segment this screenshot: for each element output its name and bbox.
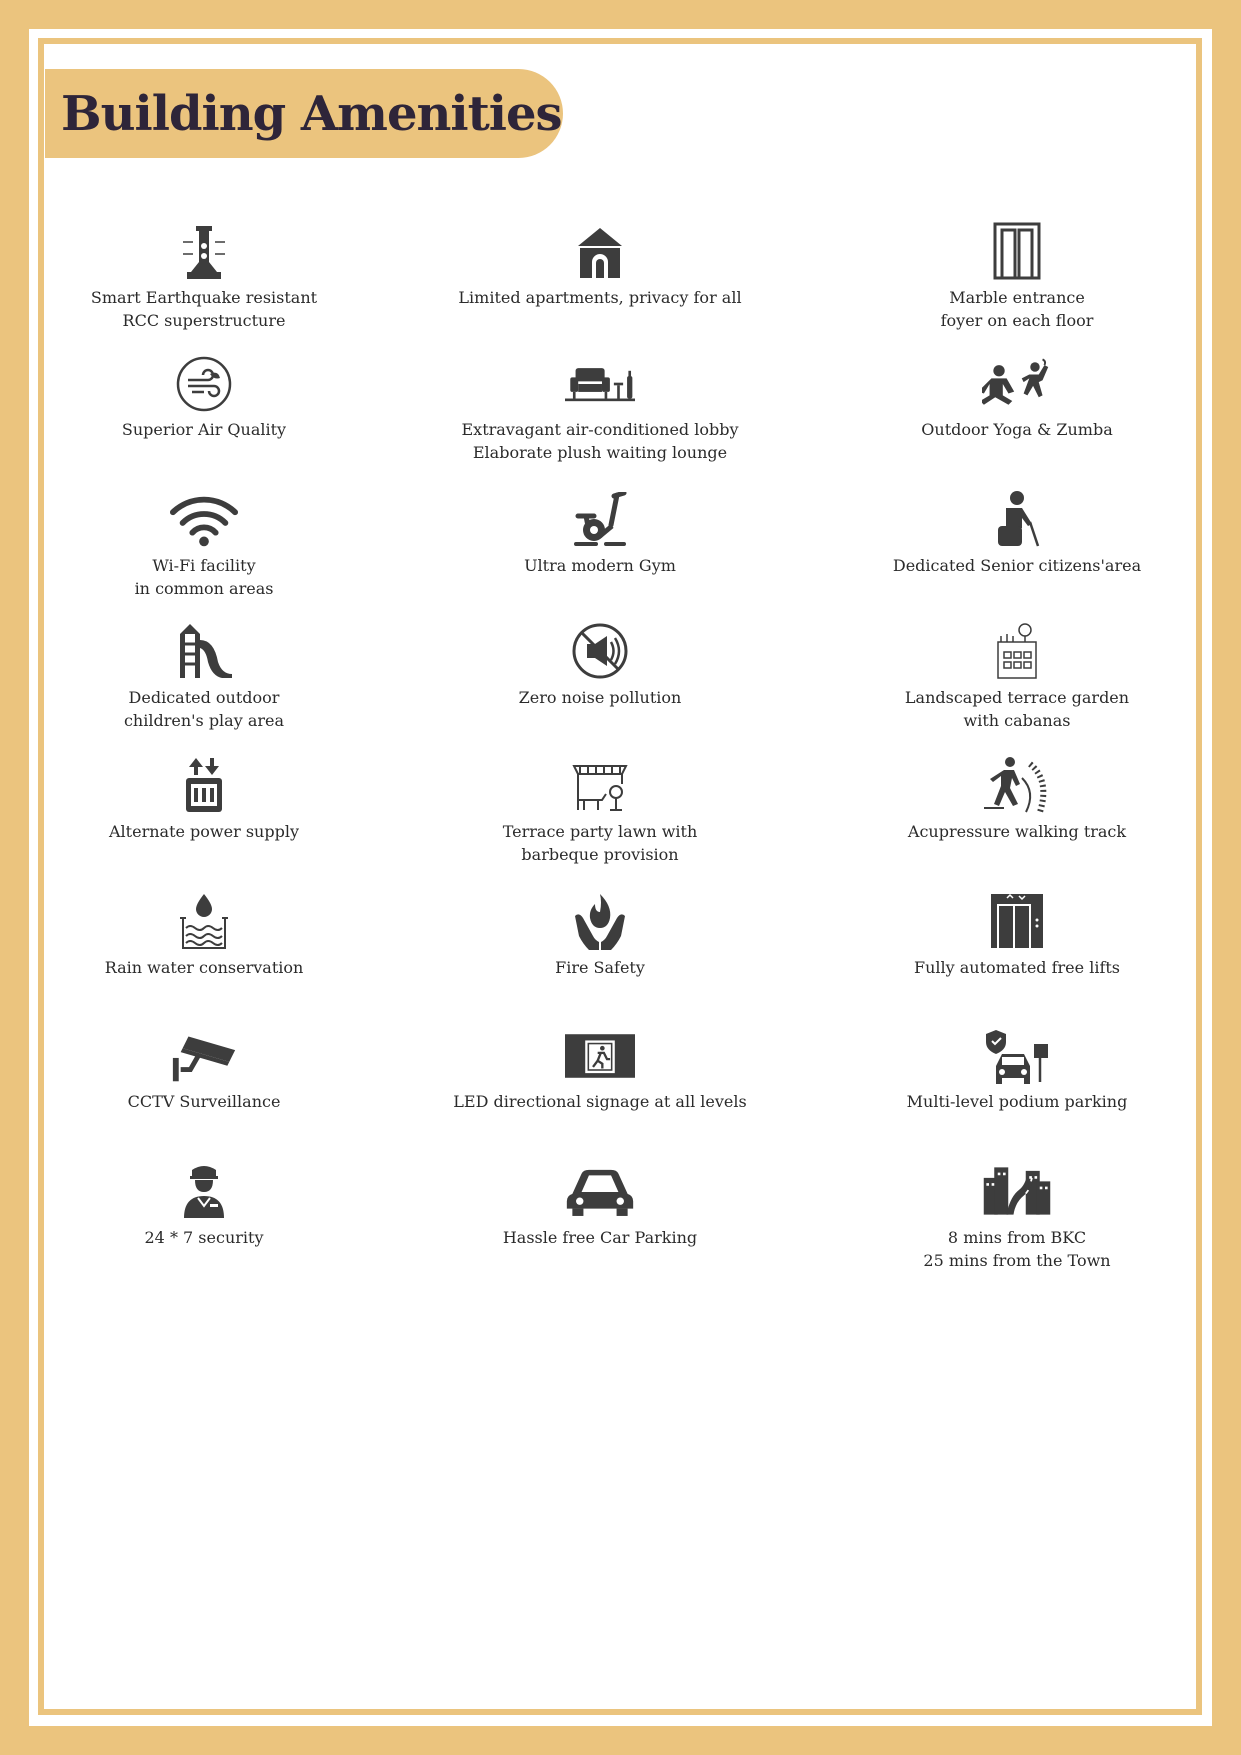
amenity-label bbox=[555, 956, 645, 979]
amenity-label-line: Fully automated free lifts bbox=[914, 958, 1120, 977]
amenity-label-line: 8 mins from BKC bbox=[947, 1228, 1087, 1247]
page bbox=[29, 29, 1212, 1726]
page-title: Building Amenities bbox=[61, 85, 562, 142]
amenity-label bbox=[105, 956, 304, 979]
amenity-item bbox=[837, 752, 1197, 843]
amenity-label bbox=[524, 554, 676, 577]
exit-sign-icon bbox=[565, 1022, 635, 1084]
amenity-label-line: Dedicated outdoor bbox=[128, 688, 280, 707]
amenity-label-line: Wi-Fi facility bbox=[152, 556, 256, 575]
amenity-label-line: Rain water conservation bbox=[104, 958, 304, 977]
amenity-item bbox=[837, 888, 1197, 979]
amenity-label bbox=[519, 686, 682, 709]
amenity-label bbox=[905, 686, 1129, 732]
air-quality-icon bbox=[169, 350, 239, 412]
amenity-label bbox=[91, 286, 317, 332]
amenity-label-line: children's play area bbox=[123, 711, 285, 730]
amenity-label-line: Smart Earthquake resistant bbox=[90, 288, 318, 307]
earthquake-structure-icon bbox=[169, 218, 239, 280]
terrace-garden-icon bbox=[982, 618, 1052, 680]
party-lawn-icon bbox=[565, 752, 635, 814]
amenity-label bbox=[109, 820, 299, 843]
amenity-label-line: Dedicated Senior citizens'area bbox=[892, 556, 1142, 575]
amenity-label-line: with cabanas bbox=[963, 711, 1071, 730]
amenity-label bbox=[128, 1090, 281, 1113]
house-icon bbox=[565, 218, 635, 280]
amenity-label bbox=[122, 418, 286, 441]
amenity-item bbox=[420, 350, 780, 464]
amenity-label-line: Outdoor Yoga & Zumba bbox=[921, 420, 1113, 439]
amenity-item bbox=[420, 486, 780, 577]
amenity-label-line: Limited apartments, privacy for all bbox=[458, 288, 742, 307]
amenity-label-line: Landscaped terrace garden bbox=[904, 688, 1130, 707]
amenity-label bbox=[923, 1226, 1110, 1272]
amenity-label-line: Ultra modern Gym bbox=[524, 556, 676, 575]
amenity-item bbox=[24, 350, 384, 441]
senior-citizen-icon bbox=[982, 486, 1052, 548]
amenity-item bbox=[420, 1022, 780, 1113]
amenity-item bbox=[420, 888, 780, 979]
amenity-label-line: Elaborate plush waiting lounge bbox=[472, 443, 728, 462]
amenity-label bbox=[503, 820, 698, 866]
amenity-label bbox=[941, 286, 1094, 332]
amenity-label bbox=[145, 1226, 264, 1249]
amenity-label-line: barbeque provision bbox=[521, 845, 679, 864]
yoga-zumba-icon bbox=[982, 350, 1052, 412]
exercise-bike-icon bbox=[565, 486, 635, 548]
power-supply-icon bbox=[169, 752, 239, 814]
amenity-item bbox=[837, 218, 1197, 332]
amenity-label bbox=[135, 554, 274, 600]
amenity-item bbox=[837, 1022, 1197, 1113]
amenity-label bbox=[908, 820, 1126, 843]
cctv-camera-icon bbox=[169, 1022, 239, 1084]
walking-track-icon bbox=[982, 752, 1052, 814]
amenity-item bbox=[420, 1158, 780, 1249]
city-road-icon bbox=[982, 1158, 1052, 1220]
amenity-label-line: Terrace party lawn with bbox=[502, 822, 698, 841]
amenity-label-line: Hassle free Car Parking bbox=[502, 1228, 698, 1247]
security-guard-icon bbox=[169, 1158, 239, 1220]
amenity-label bbox=[461, 418, 738, 464]
amenity-item bbox=[837, 1158, 1197, 1272]
amenity-item bbox=[24, 888, 384, 979]
amenity-label-line: 25 mins from the Town bbox=[923, 1251, 1111, 1270]
amenity-label bbox=[453, 1090, 746, 1113]
wifi-icon bbox=[169, 486, 239, 548]
parking-icon bbox=[982, 1022, 1052, 1084]
amenity-label-line: Marble entrance bbox=[949, 288, 1085, 307]
amenity-label-line: RCC superstructure bbox=[122, 311, 286, 330]
amenity-label-line: Acupressure walking track bbox=[907, 822, 1127, 841]
lounge-sofa-icon bbox=[565, 350, 635, 412]
amenity-label-line: Multi-level podium parking bbox=[906, 1092, 1128, 1111]
amenity-item bbox=[837, 618, 1197, 732]
amenity-item bbox=[24, 486, 384, 600]
playground-slide-icon bbox=[169, 618, 239, 680]
amenity-item bbox=[24, 618, 384, 732]
amenity-label-line: Alternate power supply bbox=[109, 822, 299, 841]
amenity-label-line: Fire Safety bbox=[555, 958, 645, 977]
amenity-item bbox=[24, 1022, 384, 1113]
amenity-label-line: foyer on each floor bbox=[940, 311, 1094, 330]
amenity-item bbox=[837, 486, 1197, 577]
amenity-label-line: Zero noise pollution bbox=[518, 688, 682, 707]
amenity-label bbox=[893, 554, 1141, 577]
amenity-label-line: Extravagant air-conditioned lobby bbox=[461, 420, 739, 439]
rain-water-icon bbox=[169, 888, 239, 950]
fire-safety-icon bbox=[565, 888, 635, 950]
amenity-label-line: LED directional signage at all levels bbox=[453, 1092, 747, 1111]
amenity-label bbox=[124, 686, 284, 732]
lift-icon bbox=[982, 888, 1052, 950]
amenity-label bbox=[907, 1090, 1128, 1113]
amenity-label-line: in common areas bbox=[134, 579, 274, 598]
amenity-label-line: Superior Air Quality bbox=[121, 420, 287, 439]
amenity-item bbox=[420, 218, 780, 309]
amenity-item bbox=[420, 618, 780, 709]
amenity-item bbox=[24, 218, 384, 332]
title-banner bbox=[45, 69, 563, 158]
no-noise-icon bbox=[565, 618, 635, 680]
door-icon bbox=[982, 218, 1052, 280]
amenity-label bbox=[914, 956, 1120, 979]
amenity-label-line: CCTV Surveillance bbox=[127, 1092, 281, 1111]
amenity-label bbox=[503, 1226, 697, 1249]
amenity-item bbox=[24, 752, 384, 843]
car-icon bbox=[565, 1158, 635, 1220]
amenity-item bbox=[420, 752, 780, 866]
amenity-label-line: 24 * 7 security bbox=[144, 1228, 264, 1247]
amenity-label bbox=[458, 286, 741, 309]
amenity-item bbox=[24, 1158, 384, 1249]
amenity-item bbox=[837, 350, 1197, 441]
amenity-label bbox=[921, 418, 1112, 441]
